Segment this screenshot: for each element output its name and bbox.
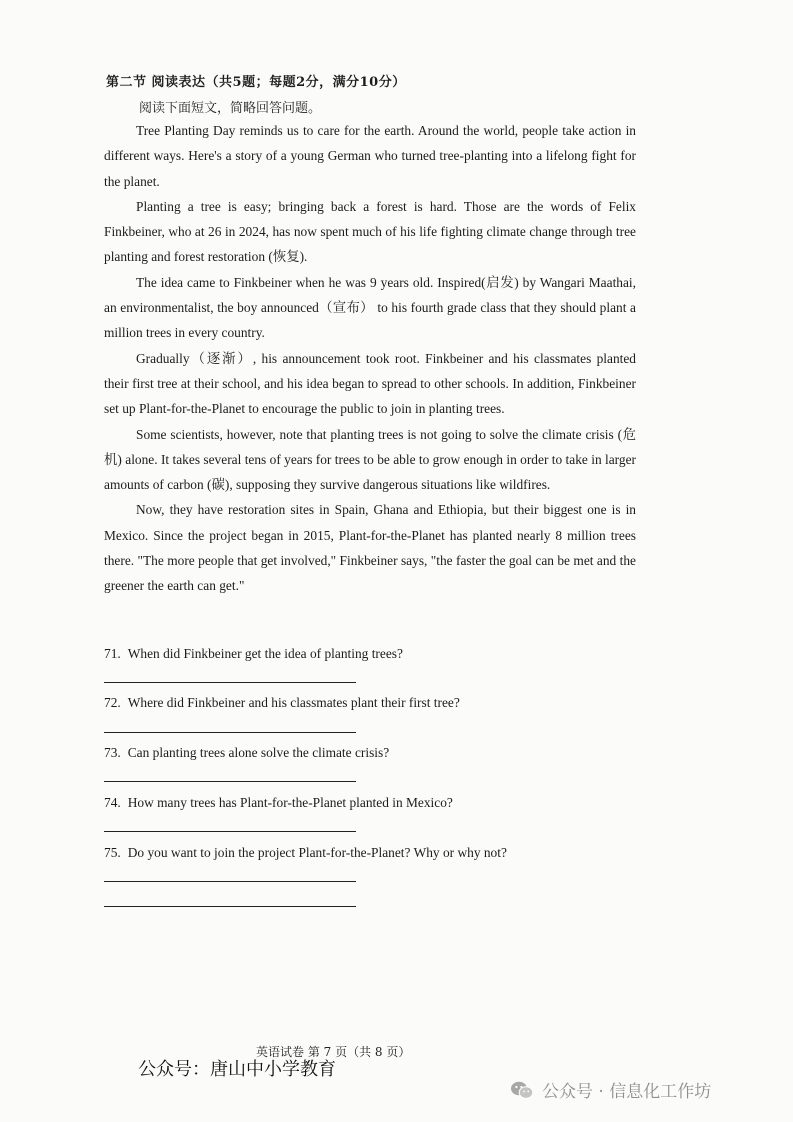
answer-line-71[interactable] bbox=[104, 682, 356, 683]
question-73 bbox=[104, 745, 389, 761]
question-text: When did Finkbeiner get the idea of planting trees? bbox=[127, 646, 403, 661]
question-number: 72. bbox=[104, 695, 121, 710]
answer-line-73[interactable] bbox=[104, 781, 356, 782]
watermark-right bbox=[510, 1077, 711, 1102]
question-text: Can planting trees alone solve the climate crisis? bbox=[127, 745, 390, 760]
passage-paragraph: Tree Planting Day reminds us to care for the earth. Around the world, people take action in different ways. Here's a story of a young German who turned tree-planting into a lifelong fight for the planet. bbox=[104, 123, 636, 189]
question-number: 73. bbox=[104, 745, 121, 760]
reading-passage bbox=[104, 118, 636, 599]
watermark-left: 公众号：唐山中小学教育 bbox=[138, 1059, 336, 1080]
answer-line-75b[interactable] bbox=[104, 906, 356, 907]
passage-paragraph: Now, they have restoration sites in Spain, Ghana and Ethiopia, but their biggest one is in Mexico. Since the project began in 2015, Plant-for-the-Planet has planted nearly 8 million trees there. "The more people that get involved," Finkbeiner says, "the faster the goal can be met and the greener the earth can get." bbox=[104, 502, 636, 594]
answer-line-75a[interactable] bbox=[104, 881, 356, 882]
answer-line-74[interactable] bbox=[104, 831, 356, 832]
passage-paragraph: Planting a tree is easy; bringing back a forest is hard. Those are the words of Felix Finkbeiner, who at 26 in 2024, has now spent much of his life fighting climate change through tree planting and forest restoration (恢复). bbox=[104, 198, 636, 265]
answer-line-72[interactable] bbox=[104, 732, 356, 733]
section-header: 第二节 阅读表达（共5题；每题2分，满分10分） bbox=[106, 75, 406, 90]
question-72 bbox=[104, 695, 460, 711]
page-number: 英语试卷 第 7 页（共 8 页） bbox=[256, 1045, 411, 1059]
passage-paragraph: The idea came to Finkbeiner when he was 9 years old. Inspired(启发) by Wangari Maathai, an environmentalist, the boy announced（宣布） to his fourth grade class that they should plant a million trees in every country. bbox=[104, 274, 636, 341]
question-75 bbox=[104, 845, 507, 861]
question-71 bbox=[104, 646, 403, 662]
section-instruction: 阅读下面短文，简略回答问题。 bbox=[139, 101, 322, 116]
question-74 bbox=[104, 795, 453, 811]
watermark-right-text: 公众号 · 信息化工作坊 bbox=[542, 1082, 712, 1102]
question-text: Where did Finkbeiner and his classmates plant their first tree? bbox=[127, 695, 460, 710]
question-text: How many trees has Plant-for-the-Planet planted in Mexico? bbox=[127, 795, 453, 810]
wechat-icon bbox=[510, 1080, 534, 1100]
question-text: Do you want to join the project Plant-for-the-Planet? Why or why not? bbox=[127, 845, 507, 860]
passage-paragraph: Some scientists, however, note that planting trees is not going to solve the climate crisis (危机) alone. It takes several tens of years for trees to be able to grow enough in order to take in larger amounts of carbon (碳), supposing they survive dangerous situations like wildfires. bbox=[104, 426, 636, 493]
question-number: 74. bbox=[104, 795, 121, 810]
passage-paragraph: Gradually（逐渐）, his announcement took root. Finkbeiner and his classmates planted their first tree at their school, and his idea began to spread to other schools. In addition, Finkbeiner set up Plant-for-the-Planet to encourage the public to join in planting trees. bbox=[104, 350, 636, 417]
question-number: 71. bbox=[104, 646, 121, 661]
question-number: 75. bbox=[104, 845, 121, 860]
